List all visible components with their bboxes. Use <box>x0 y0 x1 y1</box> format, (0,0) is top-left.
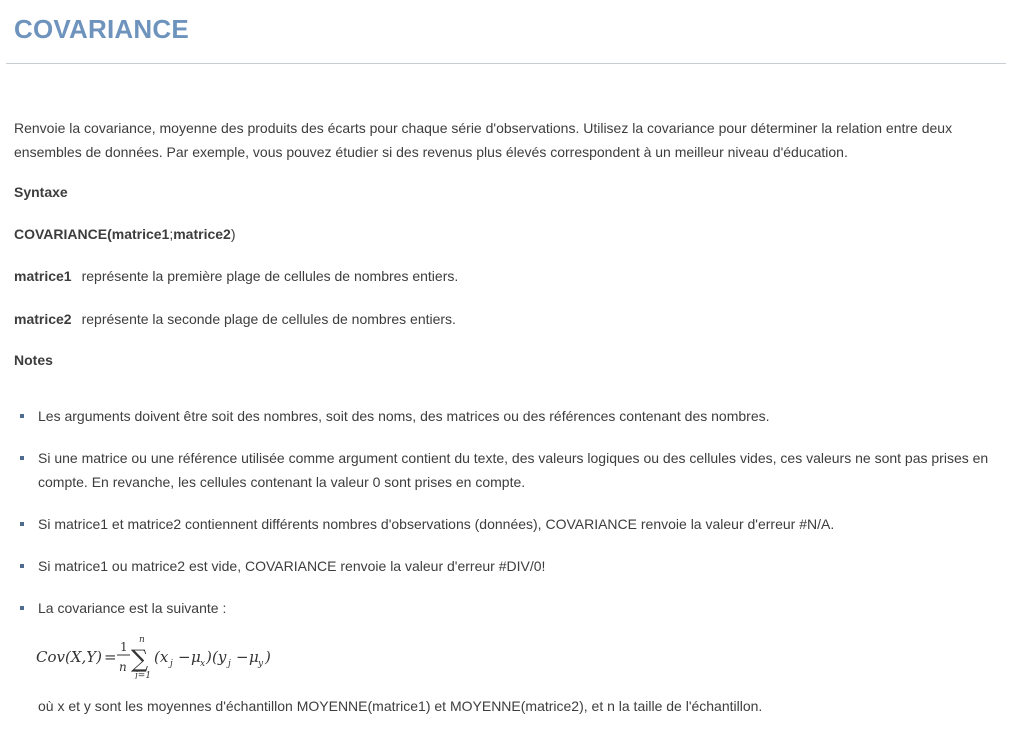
formula-equals: = <box>104 648 117 666</box>
note-text: Si matrice1 ou matrice2 est vide, COVARIANCE renvoie la valeur d'erreur #DIV/0! <box>38 558 546 574</box>
list-item <box>14 596 999 620</box>
param-matrice1 <box>14 264 458 288</box>
syntax-close: ) <box>230 226 236 242</box>
formula-sum-lower: j=1 <box>135 671 152 679</box>
formula-subscript-x: x <box>200 659 206 669</box>
param-matrice2 <box>14 307 456 331</box>
bullet-icon <box>20 414 24 418</box>
syntax-arg2: matrice2 <box>173 226 231 242</box>
formula-term2-close: ) <box>265 648 271 666</box>
title-divider <box>6 63 1006 64</box>
formula-minus: − <box>236 648 249 666</box>
syntax-separator: ; <box>169 226 174 242</box>
param-name: matrice2 <box>14 311 72 327</box>
list-item <box>14 554 999 578</box>
bullet-icon <box>20 456 24 460</box>
list-item <box>14 446 999 494</box>
covariance-formula <box>34 633 294 679</box>
formula-term2-open: (y <box>212 648 227 666</box>
param-name: matrice1 <box>14 268 72 284</box>
notes-list <box>14 404 999 638</box>
list-item <box>14 512 999 536</box>
note-text: Si une matrice ou une référence utilisée comme argument contient du texte, des valeurs logiques ou des cellules vides, ces valeurs ne sont pas prises en compte. En revanche, les cellules contenant la valeur 0 sont prises en compte. <box>38 450 989 490</box>
formula-mu: μ <box>249 648 259 666</box>
formula-minus: − <box>178 648 191 666</box>
formula-subscript-j: j <box>228 659 231 669</box>
formula-term1-close: ) <box>206 648 212 666</box>
param-desc: représente la seconde plage de cellules de nombres entiers. <box>81 311 456 327</box>
note-text: Si matrice1 et matrice2 contiennent différents nombres d'observations (données), COVARIANCE renvoie la valeur d'erreur #N/A. <box>38 516 835 532</box>
page-title: COVARIANCE <box>14 14 189 44</box>
syntax-function: COVARIANCE( <box>14 226 112 242</box>
syntax-heading: Syntaxe <box>14 184 68 200</box>
syntax-line <box>14 222 236 246</box>
formula-term1-open: (x <box>154 648 169 666</box>
bullet-icon <box>20 606 24 610</box>
final-note: où x et y sont les moyennes d'échantillon MOYENNE(matrice1) et MOYENNE(matrice2), et n la taille de l'échantillon. <box>38 698 763 714</box>
syntax-arg1: matrice1 <box>111 226 170 242</box>
note-text: La covariance est la suivante : <box>38 600 227 616</box>
formula-denominator: n <box>119 660 127 674</box>
formula-numerator: 1 <box>120 640 128 654</box>
note-text: Les arguments doivent être soit des nombres, soit des noms, des matrices ou des références contenant des nombres. <box>38 408 770 424</box>
formula-subscript-j: j <box>170 659 173 669</box>
formula-mu: μ <box>191 648 201 666</box>
formula-sum-upper: n <box>139 635 145 645</box>
bullet-icon <box>20 564 24 568</box>
sigma-icon: ∑ <box>131 645 149 673</box>
notes-heading: Notes <box>14 352 53 368</box>
formula-subscript-y: y <box>258 659 264 669</box>
bullet-icon <box>20 522 24 526</box>
intro-paragraph: Renvoie la covariance, moyenne des produits des écarts pour chaque série d'observations. Utilisez la covariance pour déterminer la relation entre deux ensembles de données. Par exemple, vous pouvez étudier si des revenus plus élevés correspondent à un meilleur niveau d'éducation. <box>14 120 953 160</box>
list-item <box>14 404 999 428</box>
formula-lhs: Cov(X,Y) <box>36 648 103 666</box>
param-desc: représente la première plage de cellules de nombres entiers. <box>81 268 459 284</box>
